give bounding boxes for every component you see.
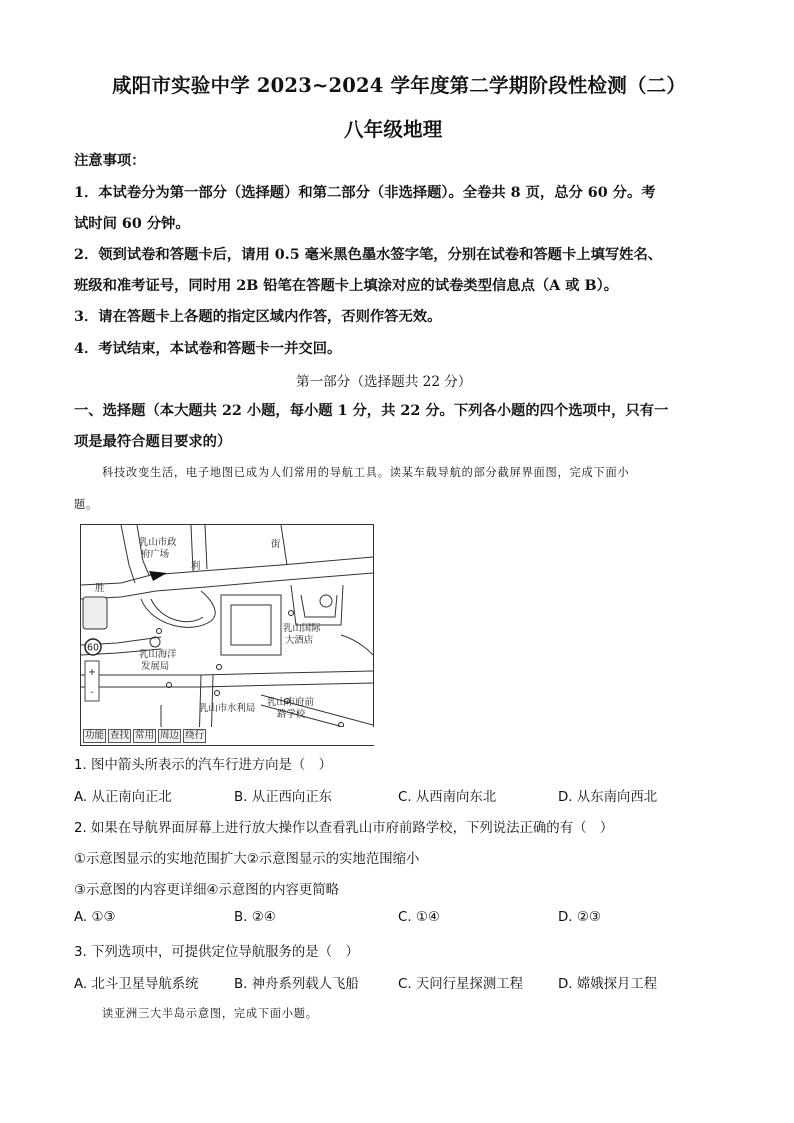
q2-statements-1: ①示意图显示的实地范围扩大②示意图显示的实地范围缩小 bbox=[74, 852, 420, 867]
q2-option-b[interactable]: B. ②④ bbox=[234, 910, 276, 925]
navigation-map bbox=[80, 524, 374, 746]
map-drawing bbox=[81, 525, 373, 745]
label-hotel-2: 大酒店 bbox=[285, 635, 314, 646]
poi-ocean-icon bbox=[157, 629, 162, 634]
direction-arrow-icon bbox=[149, 571, 167, 581]
label-ocean-2: 发展局 bbox=[141, 661, 170, 672]
intro1-line2: 题。 bbox=[74, 498, 98, 511]
intro2: 读亚洲三大半岛示意图，完成下面小题。 bbox=[102, 1007, 318, 1020]
notice-item1-line1: 1．本试卷分为第一部分（选择题）和第二部分（非选择题）。全卷共 8 页，总分 60 分。考 bbox=[74, 185, 656, 201]
notice-item3: 3．请在答题卡上各题的指定区域内作答，否则作答无效。 bbox=[74, 309, 442, 325]
road-curve-inner bbox=[151, 599, 203, 622]
poi-1-icon bbox=[217, 665, 222, 670]
toolbar-common-button[interactable]: 常用 bbox=[135, 730, 155, 741]
label-street: 街 bbox=[271, 539, 281, 550]
q3-option-c[interactable]: C. 天问行星探测工程 bbox=[398, 977, 523, 992]
block-east bbox=[291, 585, 343, 625]
q3-option-a[interactable]: A. 北斗卫星导航系统 bbox=[74, 977, 199, 992]
label-gov-square-1: 乳山市政 bbox=[139, 537, 177, 548]
toolbar-function-button[interactable]: 功能 bbox=[85, 730, 105, 741]
speed-limit-label: 60 bbox=[87, 642, 99, 654]
toolbar-detour-button[interactable]: 绕行 bbox=[185, 730, 205, 741]
label-ocean-1: 乳山海洋 bbox=[139, 649, 177, 660]
hotel-block bbox=[221, 595, 281, 655]
poi-water-icon bbox=[215, 691, 220, 696]
q1-option-b[interactable]: B. 从正西向正东 bbox=[234, 790, 333, 805]
road-curve bbox=[141, 591, 215, 627]
q2-stem: 2. 如果在导航界面屏幕上进行放大操作以查看乳山市府前路学校，下列说法正确的有（ ） bbox=[74, 821, 614, 836]
zoom-in-label: + bbox=[88, 667, 96, 678]
q3-stem: 3. 下列选项中，可提供定位导航服务的是（ ） bbox=[74, 945, 359, 960]
label-li: 利 bbox=[191, 561, 201, 572]
label-gov-square-2: 府广场 bbox=[141, 549, 170, 560]
notice-item2-line2: 班级和准考证号，同时用 2B 铅笔在答题卡上填涂对应的试卷类型信息点（A 或 B）。 bbox=[74, 278, 619, 294]
notice-item1-line2: 试时间 60 分钟。 bbox=[74, 216, 190, 232]
intro1-line1: 科技改变生活，电子地图已成为人们常用的导航工具。读某车载导航的部分截屏界面图，完成下面小 bbox=[102, 466, 630, 479]
q2-option-a[interactable]: A. ①③ bbox=[74, 910, 116, 925]
q2-option-c[interactable]: C. ①④ bbox=[398, 910, 440, 925]
label-water: 乳山市水利局 bbox=[199, 703, 256, 714]
part1-heading: 第一部分（选择题共 22 分） bbox=[296, 374, 472, 390]
notice-item4: 4．考试结束，本试卷和答题卡一并交回。 bbox=[74, 341, 342, 357]
label-sheng: 胜 bbox=[95, 583, 105, 594]
roundabout-west bbox=[150, 637, 160, 647]
q1-option-a[interactable]: A. 从正南向正北 bbox=[74, 790, 172, 805]
q1-option-c[interactable]: C. 从西南向东北 bbox=[398, 790, 497, 805]
road-main bbox=[81, 557, 373, 585]
road-north-west bbox=[121, 525, 135, 583]
label-school-2: 路学校 bbox=[277, 709, 306, 720]
road-north-edge bbox=[205, 525, 207, 569]
hotel-block-inner bbox=[231, 605, 271, 645]
q3-option-d[interactable]: D. 嫦娥探月工程 bbox=[558, 977, 658, 992]
road-north-east bbox=[281, 525, 287, 565]
notice-item2-line1: 2．领到试卷和答题卡后，请用 0.5 毫米黑色墨水签字笔，分别在试卷和答题卡上填写姓名、 bbox=[74, 247, 663, 263]
section-line1: 一、选择题（本大题共 22 小题，每小题 1 分，共 22 分。下列各小题的四个选项中，只有一 bbox=[74, 403, 669, 419]
notice-heading: 注意事项： bbox=[74, 153, 146, 169]
label-hotel-1: 乳山国际 bbox=[283, 623, 321, 634]
toolbar-nearby-button[interactable]: 周边 bbox=[160, 730, 180, 741]
exam-title: 咸阳市实验中学 2023~2024 学年度第二学期阶段性检测（二） bbox=[112, 74, 687, 97]
gray-block bbox=[83, 597, 107, 629]
q1-stem: 1. 图中箭头所表示的汽车行进方向是（ ） bbox=[74, 758, 333, 773]
q2-statements-2: ③示意图的内容更详细④示意图的内容更简略 bbox=[74, 883, 340, 898]
q2-option-d[interactable]: D. ②③ bbox=[558, 910, 601, 925]
road-south-edge bbox=[81, 683, 373, 687]
zoom-out-label: - bbox=[90, 687, 94, 698]
q1-option-d[interactable]: D. 从东南向西北 bbox=[558, 790, 658, 805]
road-south bbox=[81, 671, 373, 675]
toolbar-search-button[interactable]: 查找 bbox=[110, 730, 130, 741]
road-east-curve bbox=[341, 635, 373, 655]
poi-hotel-icon bbox=[289, 611, 294, 616]
exam-subtitle: 八年级地理 bbox=[344, 118, 443, 141]
label-school-1: 乳山市府前 bbox=[267, 697, 314, 708]
roundabout bbox=[320, 595, 332, 607]
map-toolbar bbox=[81, 727, 375, 745]
q3-option-b[interactable]: B. 神舟系列载人飞船 bbox=[234, 977, 359, 992]
section-line2: 项是最符合题目要求的） bbox=[74, 434, 232, 450]
